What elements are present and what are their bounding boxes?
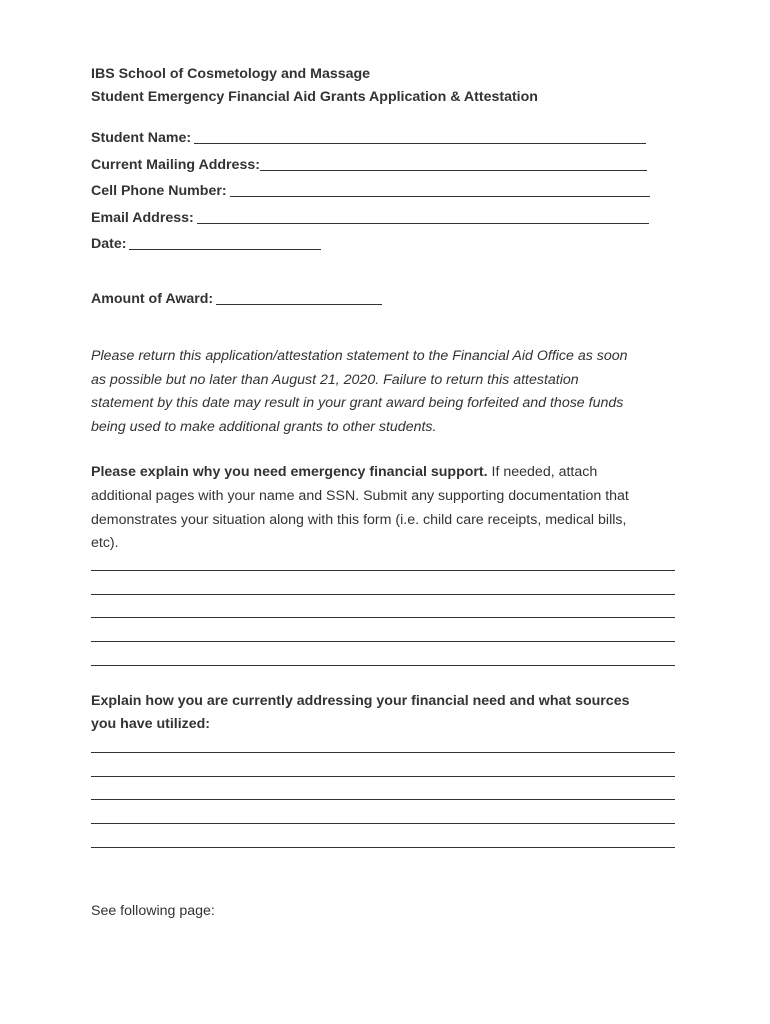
amount-label: Amount of Award: <box>91 291 214 307</box>
mailing-address-field[interactable] <box>260 156 647 171</box>
question2-line-1: Explain how you are currently addressing your financial need and what sources <box>91 693 630 709</box>
question2-answer-line[interactable] <box>91 847 675 848</box>
student-name-row <box>91 128 646 146</box>
mailing-address-row <box>91 155 647 173</box>
student-name-label: Student Name: <box>91 130 192 146</box>
cell-phone-row <box>91 181 650 199</box>
date-field[interactable] <box>129 235 321 250</box>
instructions-line-4: being used to make additional grants to other students. <box>91 419 437 435</box>
school-name: IBS School of Cosmetology and Massage <box>91 66 371 82</box>
instructions-line-3: statement by this date may result in your grant award being forfeited and those funds <box>91 395 624 411</box>
question2-answer-line[interactable] <box>91 823 675 824</box>
question2-answer-line[interactable] <box>91 799 675 800</box>
mailing-address-label: Current Mailing Address: <box>91 157 260 173</box>
question2-line-2: you have utilized: <box>91 716 211 732</box>
question1-answer-line[interactable] <box>91 665 675 666</box>
question1-answer-line[interactable] <box>91 570 675 571</box>
instructions-line-2: as possible but no later than August 21, 2020. Failure to return this attestation <box>91 372 579 388</box>
date-row <box>91 234 321 252</box>
amount-field[interactable] <box>216 290 382 305</box>
form-title: Student Emergency Financial Aid Grants Application & Attestation <box>91 89 538 105</box>
question1-line-4: etc). <box>91 535 119 551</box>
cell-phone-field[interactable] <box>230 182 650 197</box>
student-name-field[interactable] <box>194 129 646 144</box>
cell-phone-label: Cell Phone Number: <box>91 183 227 199</box>
question1-answer-line[interactable] <box>91 594 675 595</box>
email-field[interactable] <box>197 209 649 224</box>
amount-row <box>91 289 382 307</box>
question1-line-3: demonstrates your situation along with this form (i.e. child care receipts, medical bills, <box>91 512 627 528</box>
question2-answer-line[interactable] <box>91 776 675 777</box>
continued-note: See following page: <box>91 903 215 919</box>
question1-answer-line[interactable] <box>91 641 675 642</box>
instructions-line-1: Please return this application/attestation statement to the Financial Aid Office as soon <box>91 348 628 364</box>
email-row <box>91 208 649 226</box>
question1-answer-line[interactable] <box>91 617 675 618</box>
email-label: Email Address: <box>91 210 194 226</box>
question1-prompt-bold: Please explain why you need emergency financial support. <box>91 464 488 480</box>
question1-line-1 <box>91 463 597 481</box>
date-label: Date: <box>91 236 127 252</box>
question1-prompt-rest: If needed, attach <box>487 464 598 480</box>
question2-answer-line[interactable] <box>91 752 675 753</box>
question1-line-2: additional pages with your name and SSN. Submit any supporting documentation that <box>91 488 629 504</box>
